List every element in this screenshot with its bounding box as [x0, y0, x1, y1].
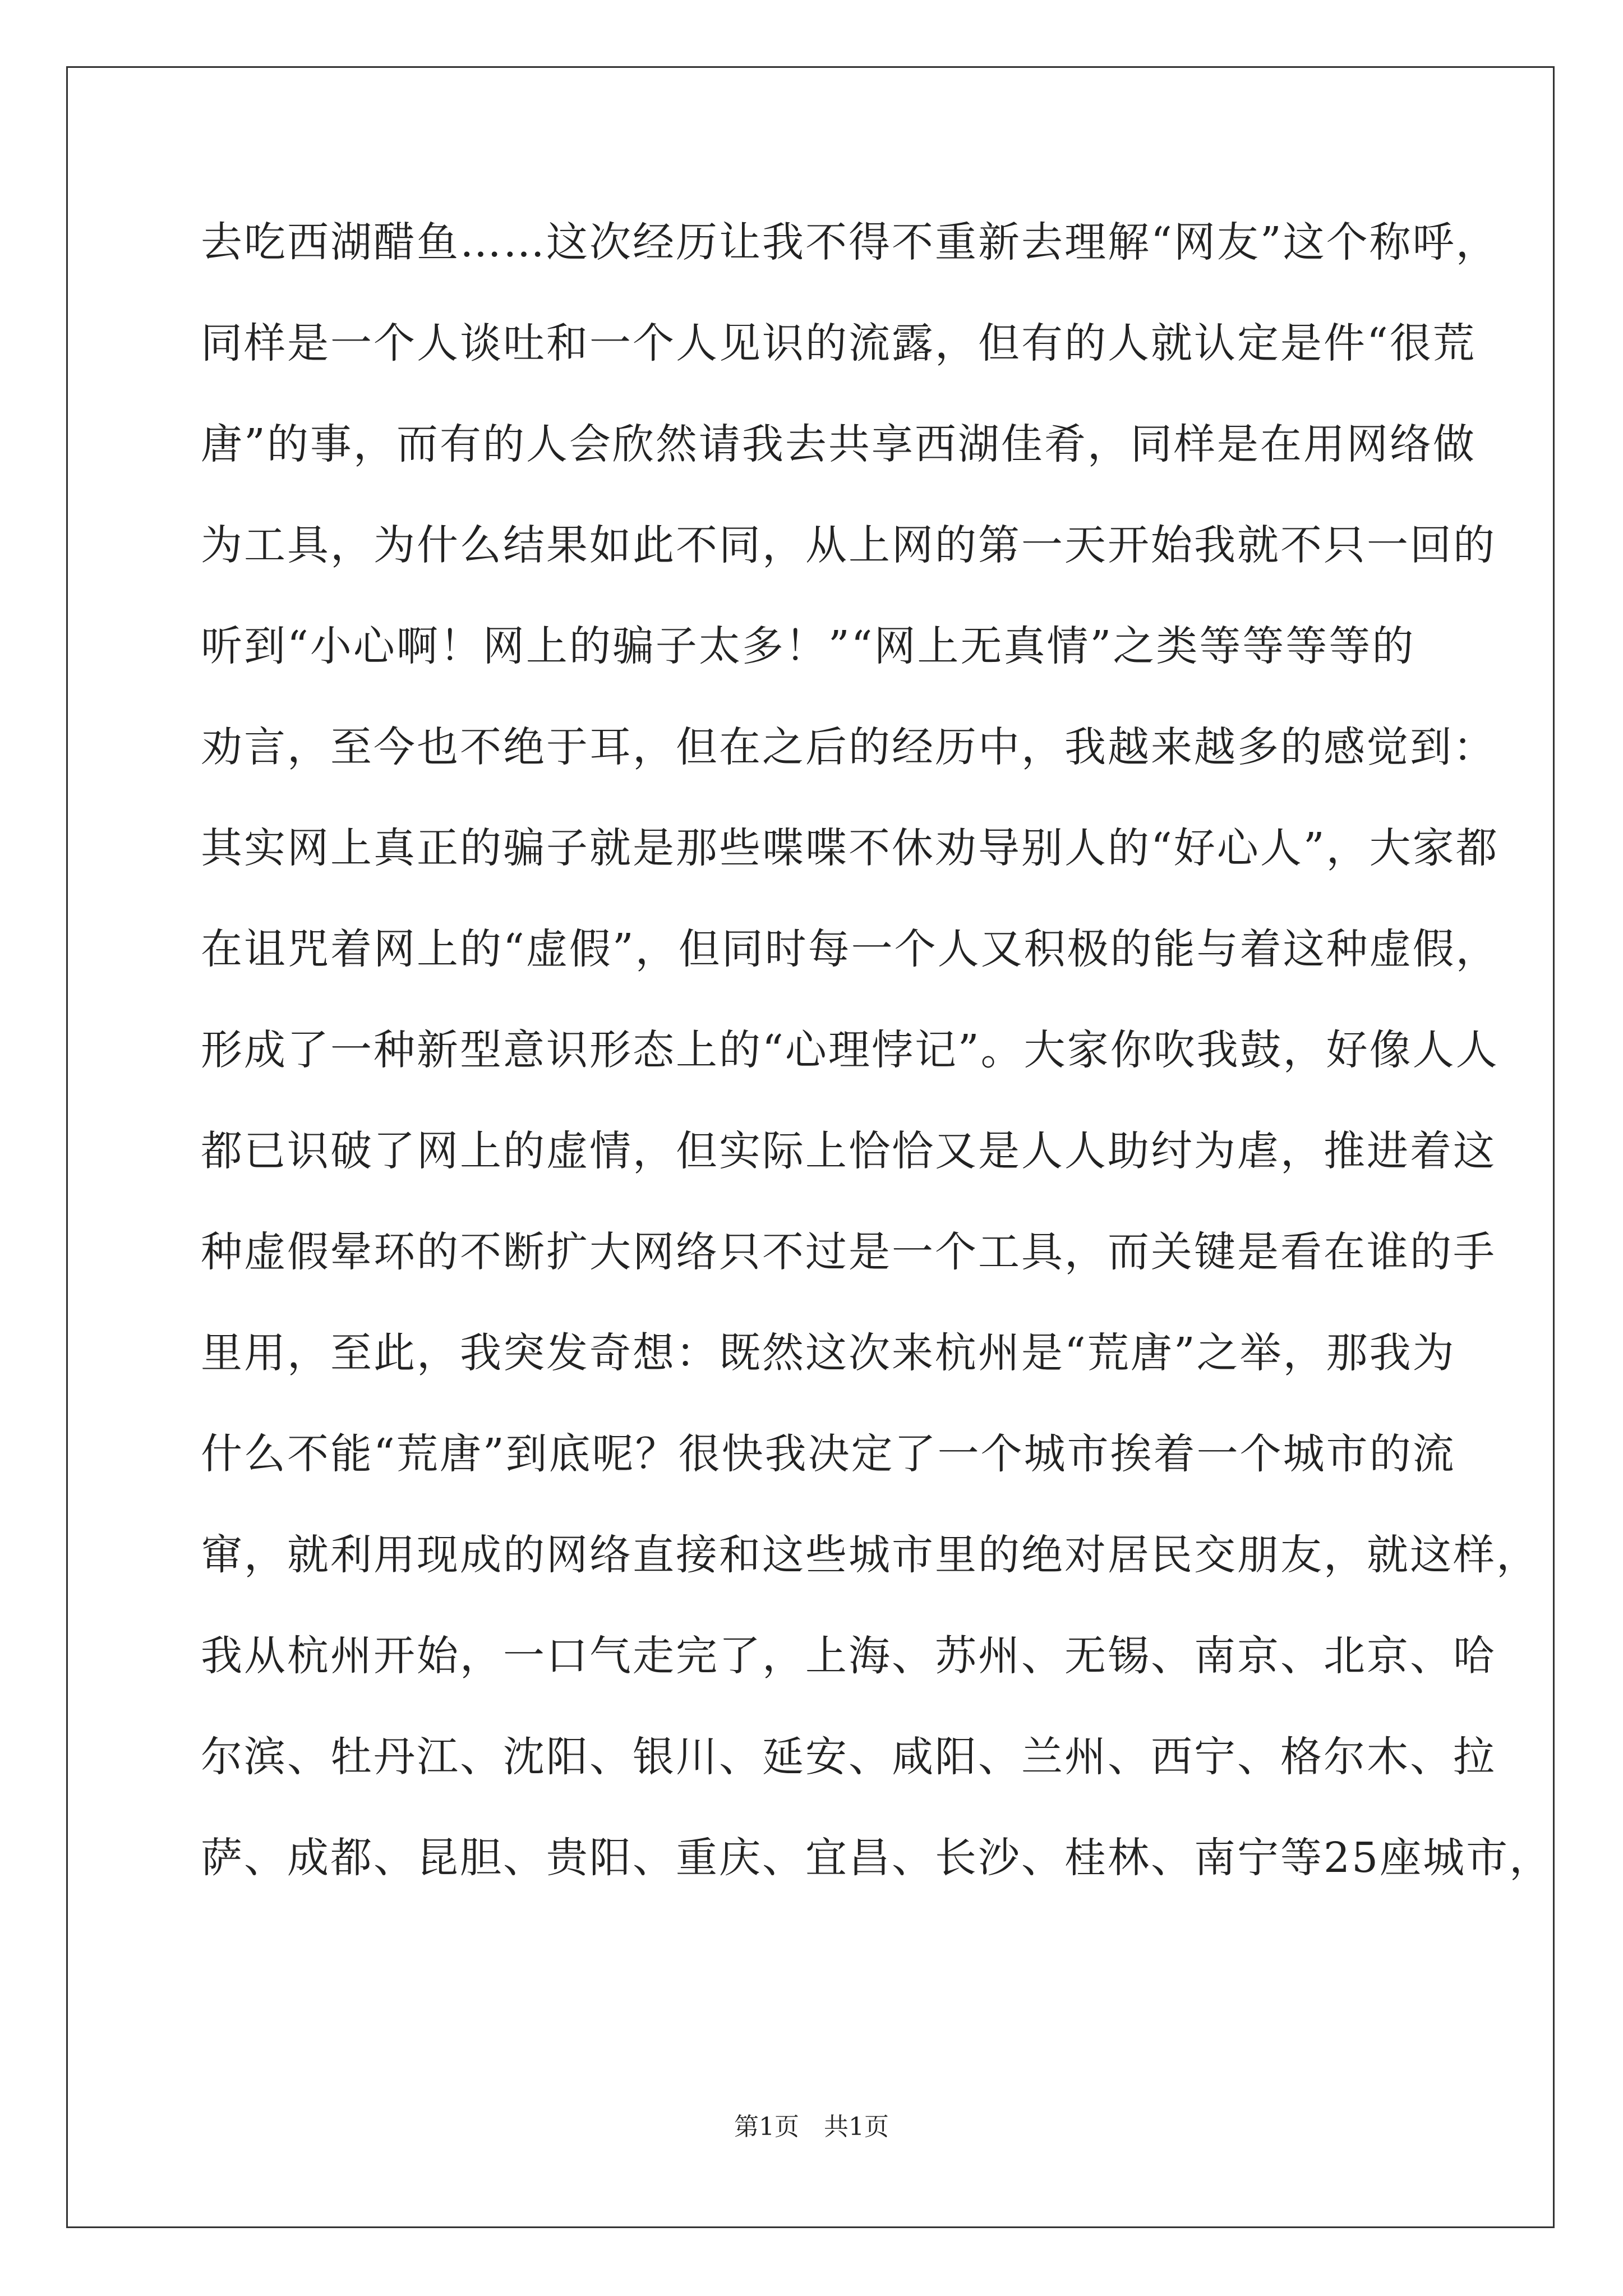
text-line: 为工具，为什么结果如此不同，从上网的第一天开始我就不只一回的: [201, 521, 1496, 569]
text-line: 里用，至此，我突发奇想：既然这次来杭州是“荒唐”之举，那我为: [201, 1329, 1456, 1377]
text-line: 尔滨、牡丹江、沈阳、银川、延安、咸阳、兰州、西宁、格尔木、拉: [201, 1733, 1496, 1781]
text-line: 唐”的事，而有的人会欣然请我去共享西湖佳肴，同样是在用网络做: [201, 420, 1476, 468]
text-line: 都已识破了网上的虚情，但实际上恰恰又是人人助纣为虐，推进着这: [201, 1127, 1496, 1175]
document-body: [201, 214, 1553, 1931]
text-line: 萨、成都、昆胆、贵阳、重庆、宜昌、长沙、桂林、南宁等25座城市，: [201, 1834, 1553, 1882]
text-line: 其实网上真正的骗子就是那些喋喋不休劝导别人的“好心人”，大家都: [201, 824, 1499, 872]
text-line: 窜，就利用现成的网络直接和这些城市里的绝对居民交朋友，就这样，: [201, 1531, 1539, 1579]
text-line: 同样是一个人谈吐和一个人见识的流露，但有的人就认定是件“很荒: [201, 319, 1476, 367]
text-line: 种虚假晕环的不断扩大网络只不过是一个工具，而关键是看在谁的手: [201, 1228, 1496, 1276]
page-number-footer: 第1页 共1页: [734, 2113, 889, 2141]
text-line: 什么不能“荒唐”到底呢？很快我决定了一个城市挨着一个城市的流: [201, 1430, 1456, 1478]
text-line: 形成了一种新型意识形态上的“心理悖记”。大家你吹我鼓，好像人人: [201, 1026, 1499, 1074]
text-line: 听到“小心啊！网上的骗子太多！”“网上无真情”之类等等等等的: [201, 622, 1415, 670]
text-line: 在诅咒着网上的“虚假”，但同时每一个人又积极的能与着这种虚假，: [201, 925, 1499, 973]
text-line: 劝言，至今也不绝于耳，但在之后的经历中，我越来越多的感觉到：: [201, 723, 1496, 771]
text-line: 去吃西湖醋鱼……这次经历让我不得不重新去理解“网友”这个称呼，: [201, 218, 1499, 266]
text-line: 我从杭州开始，一口气走完了，上海、苏州、无锡、南京、北京、哈: [201, 1632, 1496, 1680]
